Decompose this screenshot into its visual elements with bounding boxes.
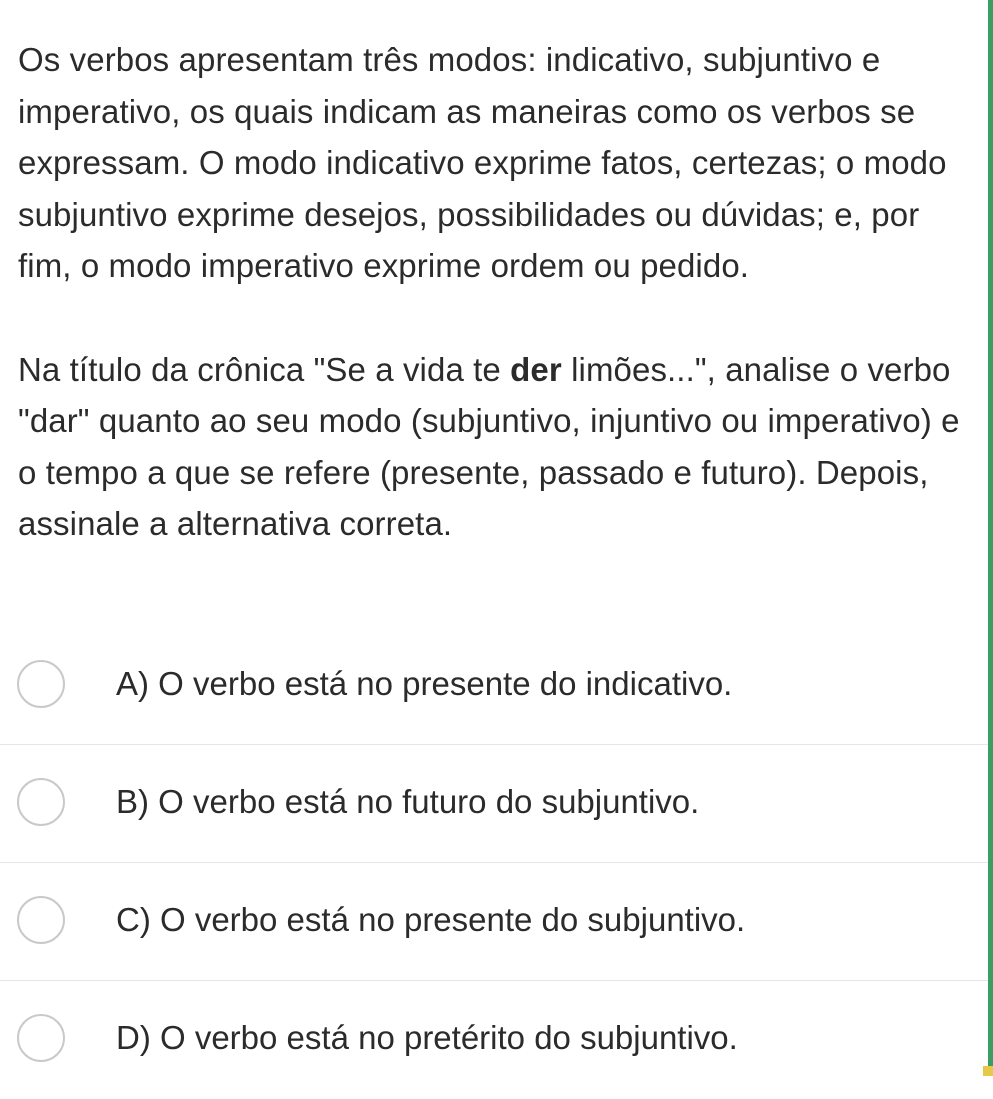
question-content	[0, 0, 975, 550]
answer-options	[0, 627, 988, 1099]
accent-side-bar	[988, 0, 993, 1076]
option-d-label: D) O verbo está no pretérito do subjuntivo.	[116, 1019, 738, 1056]
option-c-label: C) O verbo está no presente do subjuntivo.	[116, 901, 746, 938]
option-a[interactable]	[0, 627, 988, 745]
intro-paragraph: Os verbos apresentam três modos: indicativo, subjuntivo e imperativo, os quais indicam as maneiras como os verbos se expressam. O modo indicativo exprime fatos, certezas; o modo subjuntivo exprime desejos, possibilidades ou dúvidas; e, por fim, o modo imperativo exprime ordem ou pedido.	[18, 41, 947, 284]
option-c[interactable]	[0, 863, 988, 981]
radio-button-icon[interactable]	[17, 660, 65, 708]
radio-button-icon[interactable]	[17, 778, 65, 826]
question-paragraph	[0, 292, 975, 550]
option-a-label: A) O verbo está no presente do indicativo.	[116, 665, 733, 702]
question-text-start: Na título da crônica "Se a vida te	[18, 350, 511, 388]
option-d[interactable]	[0, 981, 988, 1099]
question-bold-word: der	[510, 350, 562, 388]
radio-button-icon[interactable]	[17, 1014, 65, 1062]
question-text-end: limões...", analise o verbo "dar" quanto ao seu modo (subjuntivo, injuntivo ou imperativo) e o tempo a que se refere (presente, passado e futuro). Depois, assinale a alternativa correta.	[18, 350, 960, 542]
option-b[interactable]	[0, 745, 988, 863]
option-b-label: B) O verbo está no futuro do subjuntivo.	[116, 783, 700, 820]
radio-button-icon[interactable]	[17, 896, 65, 944]
